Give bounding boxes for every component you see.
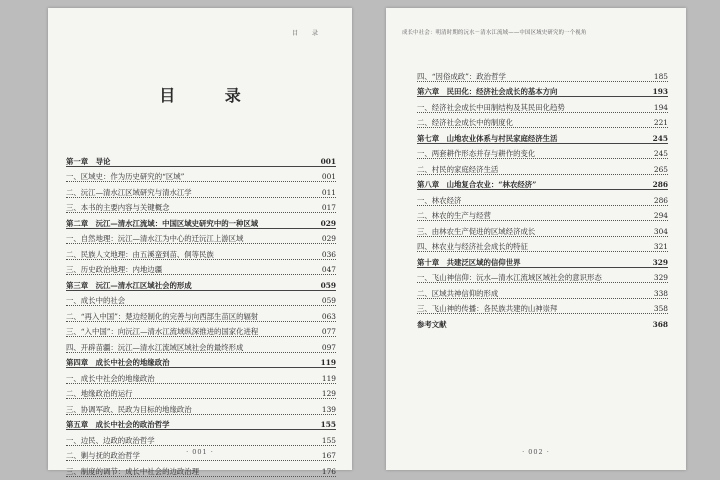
toc-entry-title: 三、本书的主要内容与关键概念 [66, 203, 170, 212]
toc-chapter-entry [66, 353, 336, 369]
toc-entry-page: 329 [653, 273, 668, 282]
toc-section-entry [66, 167, 336, 183]
toc-list-right [417, 66, 668, 329]
toc-section-entry [417, 299, 668, 315]
toc-entry-title: 一、两套耕作形态并存与耕作的变化 [417, 149, 536, 158]
toc-entry-page: 358 [653, 304, 668, 313]
toc-entry-title: 第六章 民田化：经济社会成长的基本方向 [417, 87, 558, 96]
toc-entry-page: 194 [653, 102, 668, 112]
running-head-left: 目 录 [292, 30, 324, 37]
toc-entry-page: 155 [321, 435, 336, 445]
toc-entry-page: 001 [320, 156, 336, 166]
toc-entry-page: 245 [653, 149, 668, 158]
toc-entry-title: 二、村民的家庭经济生活 [417, 164, 499, 174]
toc-section-entry [66, 291, 336, 307]
toc-entry-title: 二、林农的生产与经营 [417, 211, 491, 220]
toc-entry-title: 二、沅江—清水江区域研究与清水江学 [66, 187, 192, 197]
toc-entry-title: 三、协调军政、民政为目标的地缘政治 [66, 404, 192, 414]
toc-section-entry [66, 244, 336, 260]
toc-references-entry [417, 314, 668, 329]
toc-section-entry [417, 237, 668, 253]
toc-entry-page: 176 [321, 466, 336, 476]
running-head-right: 成长中社会：明清时期的沅水－清水江流域——中国区域史研究的一个视角 [402, 30, 587, 36]
toc-entry-page: 119 [320, 358, 336, 367]
toc-entry-title: 一、飞山神信仰：沅水—清水江流域区域社会的意识形态 [417, 273, 602, 282]
toc-entry-title: 三、历史政治地理：内地边疆 [66, 265, 163, 274]
right-page [386, 8, 686, 470]
toc-entry-page: 286 [653, 195, 668, 205]
toc-entry-title: 三、制度的调节：成长中社会的边政治理 [66, 466, 200, 476]
toc-entry-title: 第二章 沅江—清水江流域：中国区域史研究中的一种区域 [66, 218, 259, 228]
toc-section-entry [66, 368, 336, 384]
toc-entry-page: 097 [321, 342, 336, 352]
toc-entry-page: 245 [652, 133, 668, 143]
toc-entry-page: 129 [321, 389, 336, 398]
toc-entry-title: 二、剿与抚的政治哲学 [66, 451, 140, 460]
toc-entry-page: 368 [652, 319, 668, 329]
toc-entry-page: 155 [320, 420, 336, 429]
toc-entry-page: 029 [321, 234, 336, 243]
toc-entry-page: 221 [653, 118, 668, 127]
toc-entry-title: 第八章 山地复合农业：“林农经济” [417, 180, 537, 189]
toc-section-entry [417, 190, 668, 206]
toc-entry-page: 029 [320, 218, 336, 228]
toc-entry-title: 三、“入中国”：向沅江—清水江流域纵深推进的国家化进程 [66, 327, 259, 336]
toc-entry-title: 二、经济社会成长中的制度化 [417, 118, 514, 127]
toc-section-entry [417, 283, 668, 299]
toc-entry-page: 193 [652, 87, 668, 96]
toc-entry-page: 047 [321, 265, 336, 274]
toc-section-entry [417, 159, 668, 175]
toc-entry-page: 001 [321, 172, 336, 181]
toc-entry-page: 167 [321, 451, 336, 460]
toc-chapter-entry [66, 151, 336, 167]
toc-entry-page: 185 [653, 71, 668, 81]
toc-section-entry [66, 399, 336, 415]
toc-section-entry [66, 461, 336, 477]
toc-section-entry [417, 268, 668, 284]
toc-entry-page: 059 [320, 280, 336, 290]
toc-entry-page: 036 [321, 249, 336, 259]
toc-entry-title: 三、由林农生产促进的区域经济成长 [417, 226, 536, 236]
toc-entry-title: 一、经济社会成长中田制结构及其民田化趋势 [417, 102, 565, 112]
toc-entry-title: 第七章 山地农业体系与村民家庭经济生活 [417, 133, 558, 143]
toc-entry-title: 二、地缘政治的运行 [66, 389, 133, 398]
toc-section-entry [66, 182, 336, 198]
toc-entry-page: 338 [653, 288, 668, 298]
toc-entry-page: 119 [321, 373, 336, 383]
toc-entry-title: 二、民族人文地理：由五溪蛮到苗、侗等民族 [66, 249, 214, 259]
toc-entry-title: 一、区域史：作为历史研究的“区域” [66, 172, 185, 181]
toc-entry-title: 第十章 共建泛区域的信仰世界 [417, 257, 521, 267]
toc-chapter-entry [66, 213, 336, 229]
toc-section-entry [417, 221, 668, 237]
toc-list-left [66, 151, 336, 477]
toc-entry-title: 一、自然地理：沅江—清水江为中心的迁沅江上游区域 [66, 234, 244, 243]
left-page [48, 8, 352, 476]
toc-entry-page: 329 [652, 257, 668, 267]
toc-entry-title: 二、区域共神信仰的形成 [417, 288, 499, 298]
toc-chapter-entry [66, 275, 336, 291]
toc-entry-page: 077 [321, 327, 336, 336]
toc-entry-title: 四、开辟苗疆：沅江—清水江流域区域社会的最终形成 [66, 342, 244, 352]
toc-chapter-entry [417, 82, 668, 98]
toc-section-entry [66, 198, 336, 214]
toc-section-entry [66, 306, 336, 322]
toc-chapter-entry [417, 175, 668, 191]
toc-entry-title: 四、“因俗成政”：政治哲学 [417, 71, 506, 81]
toc-chapter-entry [417, 252, 668, 268]
toc-section-entry [66, 430, 336, 446]
toc-entry-title: 二、“再入中国”：楚边经制化的完善与向西部生苗区的辐射 [66, 311, 259, 321]
toc-entry-title: 一、边民、边政的政治哲学 [66, 435, 155, 445]
page-number-right: · 002 · [522, 448, 550, 456]
toc-entry-page: 011 [321, 187, 336, 197]
toc-entry-title: 一、林农经济 [417, 195, 462, 205]
toc-section-entry [66, 337, 336, 353]
toc-entry-title: 第三章 沅江—清水江区域社会的形成 [66, 280, 192, 290]
toc-entry-title: 三、飞山神的传播：各民族共建的山神崇拜 [417, 304, 558, 313]
toc-section-entry [66, 384, 336, 400]
toc-entry-title: 第四章 成长中社会的地缘政治 [66, 358, 170, 367]
toc-entry-title: 四、林农业与经济社会成长的特征 [417, 242, 528, 251]
toc-section-entry [417, 66, 668, 82]
toc-section-entry [66, 322, 336, 338]
toc-section-entry [66, 260, 336, 276]
toc-entry-page: 321 [653, 242, 668, 251]
toc-entry-page: 139 [321, 404, 336, 414]
toc-section-entry [66, 229, 336, 245]
toc-entry-title: 一、成长中社会的地缘政治 [66, 373, 155, 383]
toc-entry-page: 059 [321, 296, 336, 305]
toc-section-entry [417, 206, 668, 222]
toc-section-entry [417, 113, 668, 129]
toc-chapter-entry [66, 415, 336, 431]
toc-entry-title: 参考文献 [417, 319, 447, 329]
toc-entry-page: 265 [653, 164, 668, 174]
toc-entry-page: 286 [652, 180, 668, 189]
toc-section-entry [417, 144, 668, 160]
page-title: 目 录 [159, 86, 263, 105]
toc-entry-page: 304 [653, 226, 668, 236]
toc-entry-page: 063 [321, 311, 336, 321]
toc-entry-page: 294 [653, 211, 668, 220]
toc-entry-title: 一、成长中的社会 [66, 296, 126, 305]
page-number-left: · 001 · [186, 448, 214, 456]
toc-chapter-entry [417, 128, 668, 144]
toc-section-entry [417, 97, 668, 113]
toc-entry-title: 第一章 导论 [66, 156, 111, 166]
toc-entry-page: 017 [321, 203, 336, 212]
toc-entry-title: 第五章 成长中社会的政治哲学 [66, 420, 170, 429]
